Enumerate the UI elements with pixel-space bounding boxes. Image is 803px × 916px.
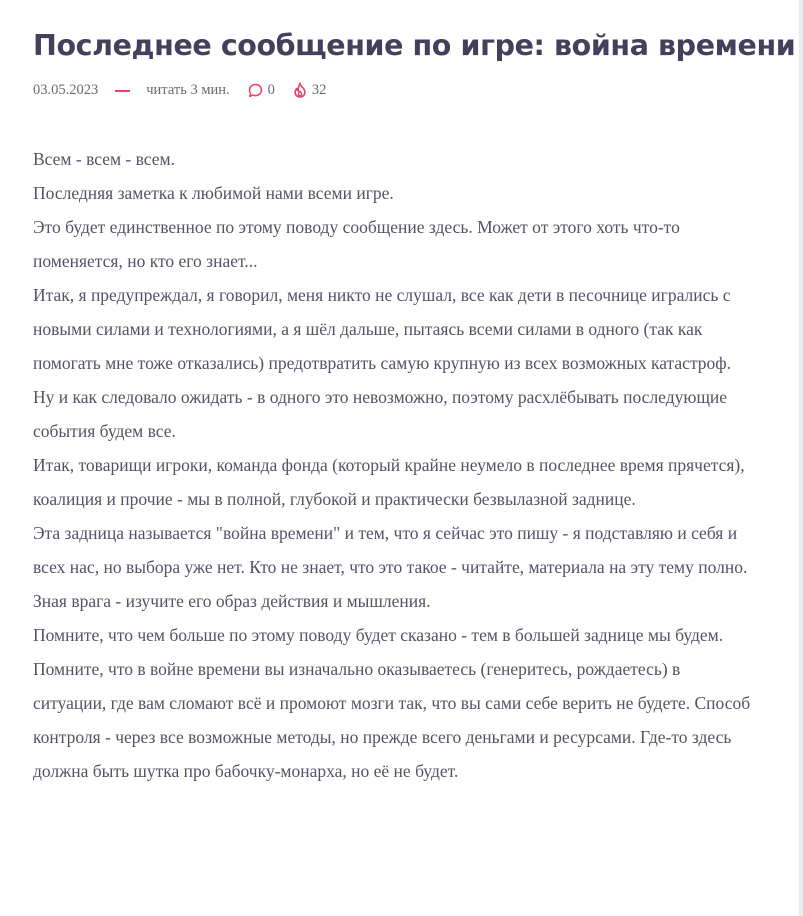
paragraph: Всем - всем - всем. [33, 149, 175, 169]
flame-icon [293, 82, 307, 98]
publish-date: 03.05.2023 [33, 81, 99, 98]
speech-bubble-icon [248, 83, 263, 98]
article [33, 0, 796, 788]
paragraph: Последняя заметка к любимой нами всеми игре. [33, 183, 394, 203]
paragraph: Помните, что чем больше по этому поводу будет сказано - тем в большей заднице мы будем. Помните, что в войне времени вы изначально оказываетесь (генеритесь, рождаетесь) в ситуации, где вам сломают всё и промоют мозги так, что вы сами себе верить не будете. Способ контроля - через все возможные методы, но прежде всего деньгами и ресурсами. Где-то здесь должна быть шутка про бабочку-монарха, но её не будет. [33, 625, 751, 781]
article-title: Последнее сообщение по игре: война времени [33, 29, 796, 62]
paragraph: Зная врага - изучите его образ действия и мышления. [33, 591, 431, 611]
article-meta [33, 80, 753, 100]
paragraph: Эта задница называется "война времени" и тем, что я сейчас это пишу - я подставляю и себя и всех нас, но выбора уже нет. Кто не знает, что это такое - читайте, материала на эту тему полно. [33, 523, 748, 577]
paragraph: Итак, товарищи игроки, команда фонда (который крайне неумело в последнее время прячется), коалиция и прочие - мы в полной, глубокой и практически безвылазной заднице. [33, 455, 745, 509]
scrollbar-track[interactable] [799, 0, 803, 916]
comments-count: 0 [267, 81, 275, 98]
read-time: читать 3 мин. [146, 81, 230, 98]
paragraph: Это будет единственное по этому поводу сообщение здесь. Может от этого хоть что-то поменяется, но кто его знает... [33, 217, 680, 271]
views-counter [293, 82, 327, 99]
comments-link[interactable] [248, 82, 275, 99]
paragraph: Ну и как следовало ожидать - в одного это невозможно, поэтому расхлёбывать последующие события будем все. [33, 387, 728, 441]
article-body [33, 142, 753, 788]
meta-divider [115, 90, 130, 92]
views-count: 32 [311, 81, 327, 98]
paragraph: Итак, я предупреждал, я говорил, меня никто не слушал, все как дети в песочнице игрались с новыми силами и технологиями, а я шёл дальше, пытаясь всеми силами в одного (так как помогать мне тоже отказались) предотвратить самую крупную из всех возможных катастроф. [33, 285, 732, 373]
